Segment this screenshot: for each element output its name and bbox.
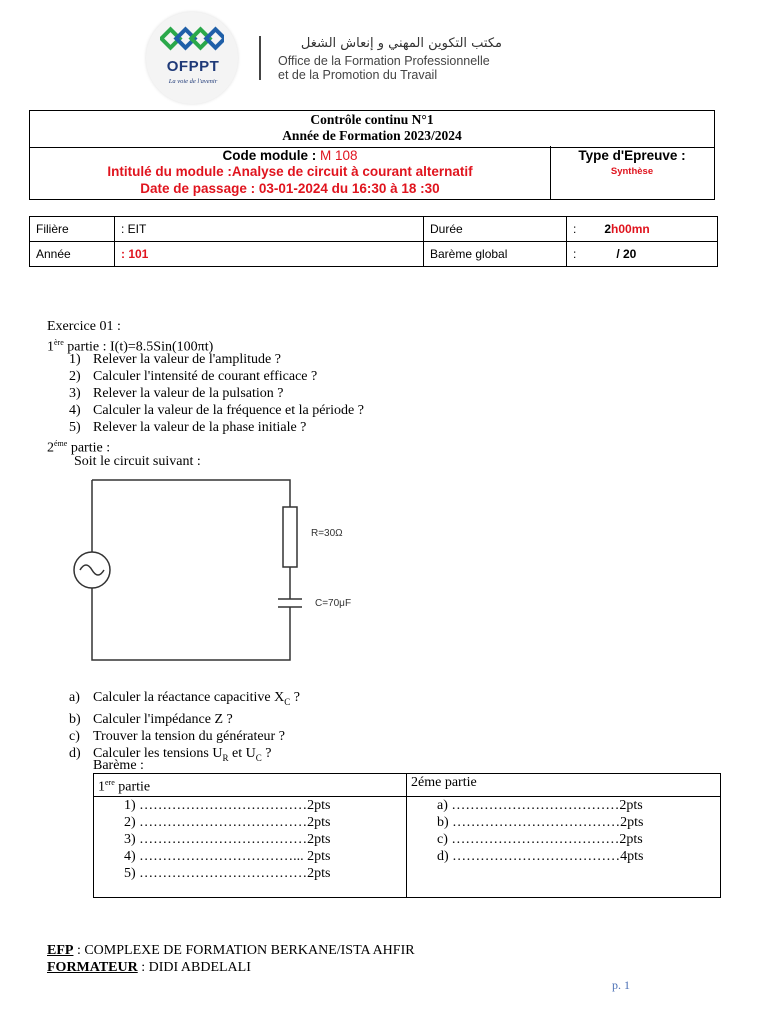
circuit-wire — [92, 588, 290, 660]
logo-tagline: La voie de l'avenir — [168, 78, 218, 85]
org-name-arabic: مكتب التكوين المهني و إنعاش الشغل — [300, 36, 502, 51]
header-divider — [259, 36, 261, 80]
list-item: 1) Relever la valeur de l'amplitude ? — [69, 352, 281, 367]
part2-list — [69, 689, 300, 767]
info-row — [30, 217, 718, 242]
exam-year: Année de Formation 2023/2024 — [282, 128, 462, 143]
list-item: 3) Relever la valeur de la pulsation ? — [69, 386, 284, 401]
bareme-global-value: : / 20 — [567, 242, 718, 267]
list-item: c) ………………………………2pts — [437, 831, 643, 847]
circuit-diagram — [60, 470, 380, 670]
bareme-col1-header: 1ere partie — [94, 774, 407, 797]
sine-icon — [80, 565, 104, 575]
list-item: b) ………………………………2pts — [437, 814, 644, 830]
module-code: Code module : M 108 — [222, 148, 358, 163]
list-item: 4) ……………………………... 2pts — [124, 848, 331, 864]
list-item: a) ………………………………2pts — [437, 797, 643, 813]
bareme-table — [93, 773, 721, 898]
exam-type-value: Synthèse — [610, 166, 654, 177]
org-name-french — [278, 54, 490, 82]
org-name-line2: et de la Promotion du Travail — [278, 68, 438, 82]
circuit-wire — [92, 480, 290, 507]
list-item: 5) ………………………………2pts — [124, 865, 331, 881]
resistor-symbol — [283, 507, 297, 567]
bareme-global-label: Barème global — [424, 242, 567, 267]
exam-header-box — [29, 110, 715, 200]
annee-value: : 101 — [115, 242, 424, 267]
logo-name: OFPPT — [166, 58, 220, 75]
duree-label: Durée — [424, 217, 567, 242]
list-item: 5) Relever la valeur de la phase initiale ? — [69, 420, 307, 435]
list-item: b) Calculer l'impédance Z ? — [69, 711, 233, 727]
exam-title-row — [30, 111, 714, 148]
list-item: 4) Calculer la valeur de la fréquence et la période ? — [69, 403, 364, 418]
exam-type-label: Type d'Epreuve : — [578, 148, 686, 163]
logo-chain-icon — [160, 26, 224, 52]
table-row — [94, 774, 721, 797]
org-name-line1: Office de la Formation Professionnelle — [278, 54, 490, 68]
list-item: c) Trouver la tension du générateur ? — [69, 728, 285, 744]
bareme-title: Barème : — [93, 758, 144, 773]
list-item: a) Calculer la réactance capacitive $X_C$ ? — [69, 690, 300, 707]
filiere-label: Filière — [30, 217, 115, 242]
info-row — [30, 242, 718, 267]
part1-heading: 1ère partie : I(t)=8.5Sin(100πt) — [47, 338, 214, 355]
module-cell — [30, 146, 551, 199]
annee-label: Année — [30, 242, 115, 267]
bareme-col1-items — [94, 796, 407, 897]
list-item: 2) Calculer l'intensité de courant efficace ? — [69, 369, 318, 384]
resistor-label: R=30Ω — [311, 528, 343, 539]
footer-formateur: FORMATEUR : DIDI ABDELALI — [47, 960, 251, 975]
part1-list — [69, 351, 364, 436]
exam-type-cell — [550, 146, 714, 199]
module-title: Intitulé du module :Analyse de circuit à courant alternatif — [107, 164, 473, 179]
list-item: d) ………………………………4pts — [437, 848, 644, 864]
bareme-col2-items — [407, 796, 721, 897]
list-item: 1) ………………………………2pts — [124, 797, 331, 813]
exercise-title: Exercice 01 : — [47, 319, 121, 334]
list-item: d) Calculer les tensions $U_R$ et $U_C$ ? — [69, 745, 272, 763]
duree-value: : 2h00mn — [567, 217, 718, 242]
list-item: 3) ………………………………2pts — [124, 831, 331, 847]
bareme-col2-header: 2éme partie — [407, 774, 721, 797]
footer-efp: EFP : COMPLEXE DE FORMATION BERKANE/ISTA AHFIR — [47, 943, 415, 958]
filiere-value: : EIT — [115, 217, 424, 242]
circuit-intro: Soit le circuit suivant : — [74, 454, 201, 469]
capacitor-label: C=70μF — [315, 598, 352, 609]
part2-heading: $2^{éme}$ partie : — [47, 439, 111, 456]
exam-title: Contrôle continu N°1 — [310, 112, 434, 127]
capacitor-symbol — [278, 599, 302, 607]
exam-date: Date de passage : 03-01-2024 du 16:30 à 18 :30 — [140, 181, 440, 196]
info-table — [29, 216, 718, 267]
list-item: 2) ………………………………2pts — [124, 814, 331, 830]
page-number: p. 1 — [612, 978, 630, 992]
table-row — [94, 796, 721, 897]
